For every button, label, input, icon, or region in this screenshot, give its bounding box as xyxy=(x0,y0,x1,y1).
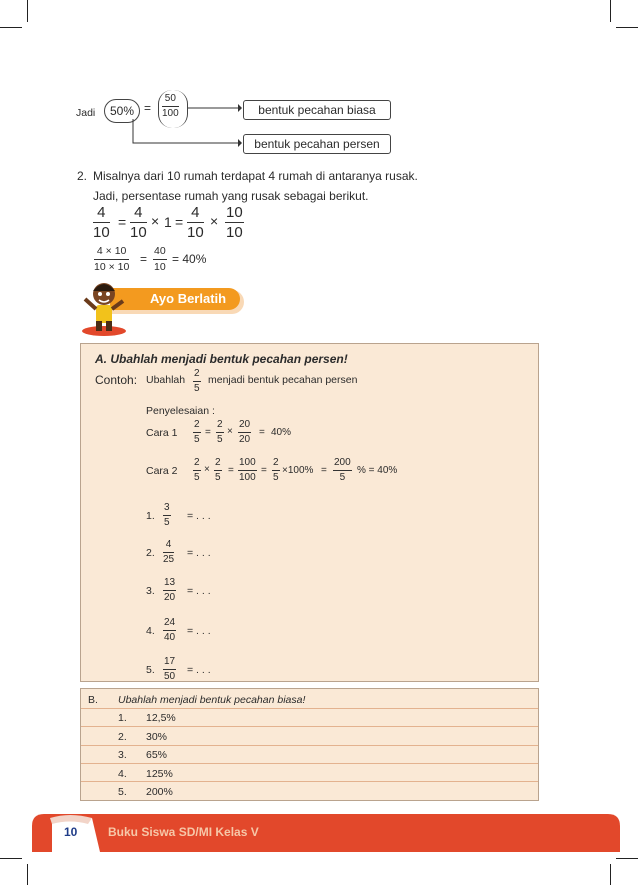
item-intro: Jadi, persentase rumah yang rusak sebagai berikut. xyxy=(93,189,369,203)
list-item: 30% xyxy=(146,730,168,743)
fraction: $\frac{200}{5}$ xyxy=(334,457,351,483)
ruled-line xyxy=(81,763,538,764)
boy-illustration-icon xyxy=(80,275,130,337)
contoh-post: menjadi bentuk pecahan persen xyxy=(208,374,358,386)
item-number: 2. xyxy=(118,730,127,743)
item-number: 2. xyxy=(77,169,88,183)
footer-title: Buku Siswa SD/MI Kelas V xyxy=(108,825,259,839)
times-sign: × xyxy=(204,464,210,475)
ruled-line xyxy=(81,745,538,746)
fraction: $\frac{3}{5}$ xyxy=(164,502,170,528)
jadi-label: Jadi xyxy=(76,107,96,119)
equals-sign: = xyxy=(118,214,127,230)
crop-mark xyxy=(27,864,28,885)
fraction: $\frac{2}{5}$ xyxy=(215,457,221,483)
answer-blank: = . . . xyxy=(187,510,211,522)
equals-sign: = xyxy=(205,427,211,438)
result-text: 40% xyxy=(271,427,292,438)
item-number: 5. xyxy=(146,664,155,676)
arrow-connector xyxy=(130,95,242,155)
percent-multiplier: ×100% xyxy=(282,465,314,476)
item-number: 5. xyxy=(118,786,127,798)
cara1-label: Cara 1 xyxy=(146,427,178,439)
answer-blank: = . . . xyxy=(187,585,211,597)
item-number: 2. xyxy=(146,547,155,559)
result-text: % = 40% xyxy=(357,465,398,476)
item-number: 1. xyxy=(146,510,155,522)
equals-sign: = xyxy=(144,101,152,115)
fraction: $\frac{24}{40}$ xyxy=(164,617,176,643)
fraction: $\frac{50}{100}$ xyxy=(162,93,179,119)
list-item: 125% xyxy=(146,767,173,780)
answer-blank: = . . . xyxy=(187,547,211,559)
crop-mark xyxy=(616,858,638,859)
equals-sign: = xyxy=(228,465,234,476)
fraction: $\frac{4}{10}$ xyxy=(130,204,147,241)
equals-sign: = xyxy=(321,465,327,476)
crop-mark xyxy=(610,864,611,885)
section-b-letter: B. xyxy=(88,694,98,706)
item-number: 3. xyxy=(146,585,155,597)
equals-sign: = xyxy=(261,465,267,476)
fraction: $\frac{2}{5}$ xyxy=(194,419,200,445)
fraction: $\frac{13}{20}$ xyxy=(164,577,176,603)
section-b-heading: Ubahlah menjadi bentuk pecahan biasa! xyxy=(118,694,306,706)
ruled-line xyxy=(81,781,538,782)
crop-mark xyxy=(0,858,22,859)
item-number: 4. xyxy=(146,625,155,637)
fraction: $\frac{4}{25}$ xyxy=(163,539,175,565)
footer-band xyxy=(0,812,638,852)
fraction: $\frac{100}{100}$ xyxy=(239,457,256,483)
list-item: 200% xyxy=(146,786,173,798)
crop-mark xyxy=(0,27,22,28)
box-pecahan-persen: bentuk pecahan persen xyxy=(243,134,391,154)
crop-mark xyxy=(27,0,28,22)
fraction: $\frac{2}{5}$ xyxy=(194,457,200,483)
box-pecahan-biasa: bentuk pecahan biasa xyxy=(243,100,391,120)
list-item: 65% xyxy=(146,749,168,761)
number-one: 1 xyxy=(164,214,172,230)
item-number: 1. xyxy=(118,712,127,724)
fraction: $\frac{4 \times 10}{10 \times 10}$ xyxy=(94,245,130,273)
penyelesaian-label: Penyelesaian : xyxy=(146,405,215,417)
fraction: $\frac{40}{10}$ xyxy=(154,245,166,273)
ruled-line xyxy=(81,708,538,709)
answer-blank: = . . . xyxy=(187,625,211,637)
result-text: = 40% xyxy=(172,252,207,266)
page-number: 10 xyxy=(64,825,78,839)
section-a-heading: A. Ubahlah menjadi bentuk pecahan persen! xyxy=(95,352,348,366)
fraction: $\frac{4}{10}$ xyxy=(93,204,110,241)
list-item: 12,5% xyxy=(146,712,176,724)
page-footer xyxy=(0,812,638,852)
fraction: $\frac{2}{5}$ xyxy=(194,368,200,394)
crop-mark xyxy=(616,27,638,28)
fraction: $\frac{17}{50}$ xyxy=(164,656,176,682)
fraction: $\frac{20}{20}$ xyxy=(239,419,251,445)
percent-oval: 50% xyxy=(104,99,140,123)
cara2-label: Cara 2 xyxy=(146,465,178,477)
equals-sign: = xyxy=(140,252,148,266)
item-number: 3. xyxy=(118,749,127,761)
equals-sign: = xyxy=(175,214,184,230)
times-sign: × xyxy=(210,213,219,229)
item-text: Misalnya dari 10 rumah terdapat 4 rumah di antaranya rusak. xyxy=(93,169,418,183)
times-sign: × xyxy=(151,213,160,229)
answer-blank: = . . . xyxy=(187,664,211,676)
equals-sign: = xyxy=(259,427,265,438)
contoh-label: Contoh: xyxy=(95,373,138,387)
fraction: $\frac{2}{5}$ xyxy=(217,419,223,445)
crop-mark xyxy=(610,0,611,22)
times-sign: × xyxy=(227,426,233,437)
fraction: $\frac{4}{10}$ xyxy=(187,204,204,241)
fraction: $\frac{10}{10}$ xyxy=(226,204,243,241)
ruled-line xyxy=(81,726,538,727)
banner-ayo-berlatih: Ayo Berlatih xyxy=(110,288,240,310)
contoh-pre: Ubahlah xyxy=(146,374,186,386)
fraction: $\frac{2}{5}$ xyxy=(273,457,279,483)
item-number: 4. xyxy=(118,767,127,780)
